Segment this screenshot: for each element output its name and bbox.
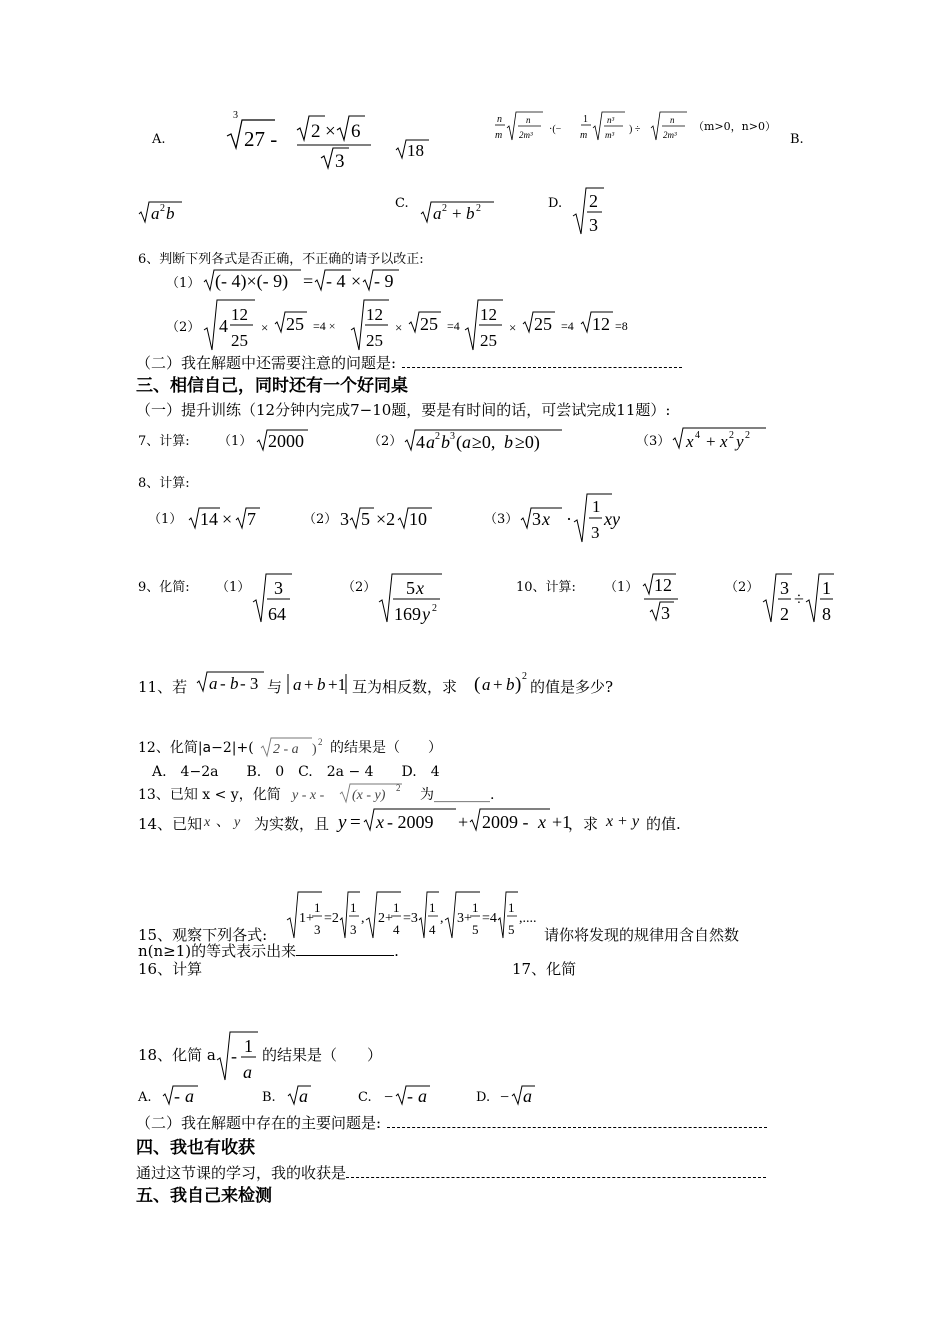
option-b-label: B. xyxy=(790,132,804,147)
q11-abs-expr xyxy=(286,672,356,696)
q8-expr1 xyxy=(188,506,268,532)
q8-p1: （1） xyxy=(148,512,183,527)
q10-label: 10、计算: xyxy=(516,580,576,595)
svg-text:·(−: ·(− xyxy=(549,124,562,135)
svg-text:,: , xyxy=(361,911,365,926)
q11-mid: 与 xyxy=(267,678,283,696)
svg-text:b: b xyxy=(166,204,175,223)
svg-text:5: 5 xyxy=(508,922,515,937)
svg-text:a: a xyxy=(462,432,471,452)
note-attention xyxy=(136,354,682,372)
q12-sqrt-expr xyxy=(260,736,330,760)
q10-expr2 xyxy=(762,572,842,626)
svg-text:7: 7 xyxy=(247,509,256,529)
svg-text:×: × xyxy=(351,271,362,291)
section4-blank[interactable] xyxy=(346,1165,766,1178)
svg-text:10: 10 xyxy=(409,509,427,529)
q14-xy xyxy=(604,810,650,832)
svg-text:,....: ,.... xyxy=(519,911,537,926)
svg-text:2m³: 2m³ xyxy=(519,130,533,140)
svg-text:-: - xyxy=(407,1086,413,1106)
q10-p1: （1） xyxy=(604,580,639,595)
svg-text:x: x xyxy=(686,432,694,451)
svg-text:y: y xyxy=(338,812,347,833)
svg-text:1: 1 xyxy=(314,900,321,915)
q6-eq2-r3: =4 xyxy=(561,319,574,333)
section3-subtitle: （一）提升训练（12分钟内完成7−10题，要是有时间的话，可尝试完成11题）: xyxy=(136,401,671,419)
q6-expr1 xyxy=(203,268,413,294)
svg-text:xy: xy xyxy=(604,509,620,529)
q16-label: 16、计算 xyxy=(138,960,203,978)
q9-expr2 xyxy=(378,572,458,626)
svg-text:y: y xyxy=(422,604,430,624)
svg-text:b: b xyxy=(506,675,515,694)
svg-text:x: x xyxy=(538,812,546,832)
svg-text:a: a xyxy=(426,432,435,452)
svg-text:=3: =3 xyxy=(403,911,418,926)
svg-text:1: 1 xyxy=(592,497,601,516)
q11-post2: 的值是多少? xyxy=(530,678,614,696)
svg-text:n: n xyxy=(497,114,502,125)
svg-text:): ) xyxy=(515,674,522,695)
svg-text:3: 3 xyxy=(335,151,345,172)
svg-text:2: 2 xyxy=(729,430,734,441)
expr-sqrt-a2b xyxy=(138,200,188,226)
svg-text:a: a xyxy=(243,1062,252,1082)
svg-text:-: - xyxy=(220,674,226,693)
q9-p1: （1） xyxy=(216,580,251,595)
svg-text:27 -: 27 - xyxy=(244,127,278,151)
q8-expr2 xyxy=(340,506,440,532)
svg-text:b: b xyxy=(504,432,513,452)
svg-text:−: − xyxy=(500,1089,510,1106)
q15-end: . xyxy=(394,942,399,960)
svg-text:(: ( xyxy=(474,674,481,695)
svg-text:+1: +1 xyxy=(552,812,572,832)
q15-line2-wrap xyxy=(138,942,399,960)
q15-line2: n(n≥1)的等式表示出来 xyxy=(138,942,297,960)
svg-text:4: 4 xyxy=(429,922,436,937)
q6-text: 6、判断下列各式是否正确，不正确的请予以改正: xyxy=(138,252,424,267)
svg-text:x: x xyxy=(720,432,728,451)
svg-text:1: 1 xyxy=(393,900,400,915)
section5-title: 五、我自己来检测 xyxy=(136,1186,272,1206)
q10-p2: （2） xyxy=(725,580,760,595)
q18-pre: 18、化简 a xyxy=(138,1046,216,1064)
q6-eq2-r4: =8 xyxy=(615,319,628,333)
svg-text:4: 4 xyxy=(219,316,228,336)
svg-text:m³: m³ xyxy=(605,130,615,140)
svg-text:1: 1 xyxy=(508,900,515,915)
svg-text:=: = xyxy=(350,812,361,833)
svg-text:12: 12 xyxy=(592,314,610,334)
q9-label: 9、化简: xyxy=(138,580,190,595)
q8-p3: （3） xyxy=(484,512,519,527)
q12-options: A. 4−2a B. 0 C. 2a − 4 D. 4 xyxy=(152,764,440,780)
q6-eq2-r2: =4 xyxy=(447,319,460,333)
svg-text:×2: ×2 xyxy=(376,509,396,529)
svg-text:×: × xyxy=(261,320,269,335)
svg-text:(: ( xyxy=(456,432,462,452)
svg-text:2+: 2+ xyxy=(378,911,393,926)
q8-expr3 xyxy=(520,492,620,544)
q14-vars xyxy=(202,810,252,832)
q17-label: 17、化简 xyxy=(512,960,577,978)
q18-option-d-label: D. xyxy=(476,1090,491,1105)
q15-answer-blank[interactable] xyxy=(296,943,394,956)
svg-text:25: 25 xyxy=(286,314,304,334)
svg-text:a: a xyxy=(293,675,302,694)
svg-text:1: 1 xyxy=(472,900,479,915)
svg-text:+: + xyxy=(493,675,503,694)
svg-text:18: 18 xyxy=(407,141,424,160)
svg-text:3: 3 xyxy=(780,578,789,598)
svg-text:3+: 3+ xyxy=(457,911,472,926)
note-problems xyxy=(136,1114,767,1132)
svg-text:2000: 2000 xyxy=(268,431,304,451)
q18-expr xyxy=(216,1030,266,1084)
svg-text:2m³: 2m³ xyxy=(663,130,677,140)
svg-text:25: 25 xyxy=(420,314,438,334)
svg-text:x: x xyxy=(204,815,211,830)
svg-text:2: 2 xyxy=(522,671,527,682)
svg-text:×: × xyxy=(222,509,233,529)
svg-text:5: 5 xyxy=(361,509,370,529)
svg-text:≥0,: ≥0, xyxy=(472,432,496,452)
svg-text:x: x xyxy=(542,509,550,529)
svg-text:3: 3 xyxy=(589,215,598,235)
svg-text:25: 25 xyxy=(231,331,248,350)
svg-text:- 9: - 9 xyxy=(374,271,394,291)
svg-text:−: − xyxy=(384,1089,394,1106)
svg-text:m: m xyxy=(580,130,588,141)
q7-p1: （1） xyxy=(218,434,253,449)
q18-option-d xyxy=(500,1084,540,1108)
svg-text:- 2009: - 2009 xyxy=(387,812,434,832)
q15-pre: 15、观察下列各式: xyxy=(138,926,268,944)
svg-text:(- 4)×(- 9): (- 4)×(- 9) xyxy=(215,271,289,291)
svg-text:25: 25 xyxy=(480,331,497,350)
expr-cbrt27 xyxy=(225,108,385,173)
q12-pre: 12、化简| xyxy=(138,740,203,756)
svg-text:2 - a: 2 - a xyxy=(273,742,299,757)
q11-pre: 11、若 xyxy=(138,678,188,696)
svg-text:a: a xyxy=(482,675,491,694)
svg-text:+: + xyxy=(458,812,469,832)
svg-text:+: + xyxy=(618,813,628,830)
q14-expr xyxy=(338,806,572,834)
svg-text:a: a xyxy=(299,1086,308,1106)
q13-post: 为________. xyxy=(420,787,495,803)
note-attention-text: （二）我在解题中还需要注意的问题是: xyxy=(136,354,397,372)
svg-text:b: b xyxy=(441,432,450,452)
svg-text:3: 3 xyxy=(450,431,455,442)
q14-end: 的值. xyxy=(646,815,681,833)
svg-text:25: 25 xyxy=(366,331,383,350)
svg-text:+: + xyxy=(706,432,716,451)
svg-text:12: 12 xyxy=(366,305,383,324)
svg-text:·: · xyxy=(566,509,572,529)
svg-text:- 3: - 3 xyxy=(240,674,259,693)
q9-expr1 xyxy=(252,572,302,626)
svg-text:,: , xyxy=(440,911,444,926)
svg-text:12: 12 xyxy=(480,305,497,324)
q18-option-b-label: B. xyxy=(262,1090,276,1105)
q6-eq2-r1: =4 × xyxy=(313,319,336,333)
svg-text:12: 12 xyxy=(231,305,248,324)
svg-text:b: b xyxy=(466,204,475,223)
q18-option-c xyxy=(384,1084,434,1108)
svg-text:3: 3 xyxy=(661,603,670,623)
svg-text:5: 5 xyxy=(406,578,415,598)
svg-text:4: 4 xyxy=(393,922,400,937)
expr-sqrt-a2-b2 xyxy=(420,200,500,226)
q14-post: ，求 xyxy=(568,815,599,833)
q13-pre: 13、已知 x < y，化简 xyxy=(138,787,281,803)
svg-text:+1: +1 xyxy=(328,675,347,694)
svg-text:a: a xyxy=(209,674,218,693)
svg-text:14: 14 xyxy=(200,509,218,529)
svg-text:n: n xyxy=(526,115,531,125)
svg-text:4: 4 xyxy=(416,432,425,452)
q7-p2: （2） xyxy=(368,434,403,449)
svg-text:a: a xyxy=(523,1086,532,1106)
svg-text:25: 25 xyxy=(534,314,552,334)
svg-text:12: 12 xyxy=(654,575,672,595)
svg-text:×: × xyxy=(325,121,336,142)
q12 xyxy=(138,740,254,757)
section4-title: 四、我也有收获 xyxy=(136,1138,255,1158)
q6-item2-label: （2） xyxy=(166,320,201,335)
section3-title: 三、相信自己，同时还有一个好同桌 xyxy=(136,376,408,396)
svg-text:×: × xyxy=(395,320,403,335)
svg-text:3: 3 xyxy=(350,922,357,937)
svg-text:=: = xyxy=(303,271,314,291)
q7-label: 7、计算: xyxy=(138,434,190,449)
q18-option-a xyxy=(162,1084,202,1108)
svg-text:2: 2 xyxy=(476,203,481,214)
q11-sqrt-expr xyxy=(196,671,266,695)
q10-expr1 xyxy=(642,572,692,626)
q8-label: 8、计算: xyxy=(138,476,190,491)
q8-p2: （2） xyxy=(303,512,338,527)
svg-text:x: x xyxy=(416,578,424,598)
q14-pre: 14、已知 xyxy=(138,815,203,833)
svg-text:(x - y): (x - y) xyxy=(352,788,386,803)
svg-text:x: x xyxy=(376,812,384,832)
svg-text:y - x -: y - x - xyxy=(292,788,325,803)
q7-expr1 xyxy=(256,428,316,454)
svg-text:169: 169 xyxy=(394,604,421,624)
q9-p2: （2） xyxy=(342,580,377,595)
svg-text:1: 1 xyxy=(244,1036,253,1056)
svg-text:4: 4 xyxy=(695,430,700,441)
svg-text:2: 2 xyxy=(311,121,321,142)
option-a-label: A. xyxy=(152,132,166,147)
svg-text:b: b xyxy=(230,674,239,693)
svg-text:y: y xyxy=(736,432,744,451)
option-a-condition: （m>0，n>0） xyxy=(693,120,776,133)
svg-text:1: 1 xyxy=(583,114,588,125)
q7-p3: （3） xyxy=(636,434,671,449)
svg-text:2: 2 xyxy=(435,431,440,442)
q12-var: a xyxy=(202,740,212,756)
svg-text:≥0): ≥0) xyxy=(515,432,540,452)
section4-row xyxy=(136,1164,766,1182)
svg-text:a: a xyxy=(151,204,160,223)
svg-text:2009 -: 2009 - xyxy=(482,812,529,832)
q18-option-a-label: A. xyxy=(138,1090,152,1105)
svg-text:6: 6 xyxy=(351,121,361,142)
svg-text:n³: n³ xyxy=(607,115,615,125)
svg-text:a: a xyxy=(185,1086,194,1106)
option-c-label: C. xyxy=(395,196,409,211)
svg-text:- 4: - 4 xyxy=(326,271,346,291)
svg-text:、: 、 xyxy=(216,815,230,830)
q7-expr3 xyxy=(672,426,772,454)
q11-post1: 互为相反数，求 xyxy=(352,678,458,696)
q11 xyxy=(138,678,187,696)
svg-text:64: 64 xyxy=(268,604,286,624)
q13-expr xyxy=(292,782,422,806)
svg-text:y: y xyxy=(632,813,640,830)
svg-text:b: b xyxy=(317,675,326,694)
svg-text:3: 3 xyxy=(314,922,321,937)
svg-text:-: - xyxy=(231,1046,237,1066)
svg-text:a: a xyxy=(418,1086,427,1106)
svg-text:y: y xyxy=(234,815,241,830)
svg-text:+: + xyxy=(304,675,314,694)
svg-text:2: 2 xyxy=(160,203,165,214)
q6-item1-label: （1） xyxy=(166,276,201,291)
svg-text:a: a xyxy=(433,204,442,223)
note-problems-text: （二）我在解题中存在的主要问题是: xyxy=(136,1114,382,1132)
svg-text:8: 8 xyxy=(822,604,831,624)
svg-text:1: 1 xyxy=(350,900,357,915)
svg-text:2: 2 xyxy=(442,203,447,214)
note-attention-blank[interactable] xyxy=(402,355,682,368)
svg-text:1: 1 xyxy=(429,900,436,915)
svg-text:=2: =2 xyxy=(324,911,339,926)
svg-text:3: 3 xyxy=(532,509,541,529)
svg-text:n: n xyxy=(670,115,675,125)
svg-text:=4: =4 xyxy=(482,911,497,926)
q14-mid: 为实数，且 xyxy=(254,815,330,833)
svg-text:x: x xyxy=(606,813,614,830)
svg-text:×: × xyxy=(509,320,517,335)
svg-text:1+: 1+ xyxy=(299,911,314,926)
q7-expr2 xyxy=(404,428,574,456)
section4-text: 通过这节课的学习，我的收获是 xyxy=(136,1164,347,1182)
svg-text:2: 2 xyxy=(745,430,750,441)
q18-option-c-label: C. xyxy=(358,1090,372,1105)
q15-pattern xyxy=(286,890,546,942)
svg-text:÷: ÷ xyxy=(794,589,804,609)
svg-text:3: 3 xyxy=(233,110,238,121)
svg-text:2: 2 xyxy=(589,191,598,211)
svg-text:2: 2 xyxy=(780,604,789,624)
svg-text:2: 2 xyxy=(318,737,323,747)
svg-text:) ÷: ) ÷ xyxy=(629,124,641,135)
expr-sqrt-2-3 xyxy=(572,186,612,238)
q15-post: 请你将发现的规律用含自然数 xyxy=(544,926,740,944)
svg-text:-: - xyxy=(174,1086,180,1106)
svg-text:3: 3 xyxy=(340,509,349,529)
svg-text:): ) xyxy=(312,742,317,757)
svg-text:+: + xyxy=(452,204,462,223)
svg-text:3: 3 xyxy=(591,523,600,542)
expr-sqrt18 xyxy=(395,138,435,162)
q6-expr2 xyxy=(203,298,643,354)
svg-text:1: 1 xyxy=(822,578,831,598)
option-d-label: D. xyxy=(548,196,563,211)
svg-text:5: 5 xyxy=(472,922,479,937)
svg-text:3: 3 xyxy=(274,578,283,598)
q18-option-b xyxy=(287,1084,317,1108)
note-problems-blank[interactable] xyxy=(387,1115,767,1128)
svg-text:m: m xyxy=(495,130,503,141)
svg-text:2: 2 xyxy=(396,783,401,793)
svg-text:2: 2 xyxy=(432,603,437,614)
q18-post: 的结果是（ ） xyxy=(262,1046,383,1064)
q12-end: 的结果是（ ） xyxy=(330,740,442,756)
q12-post: −2|+( xyxy=(211,740,254,756)
